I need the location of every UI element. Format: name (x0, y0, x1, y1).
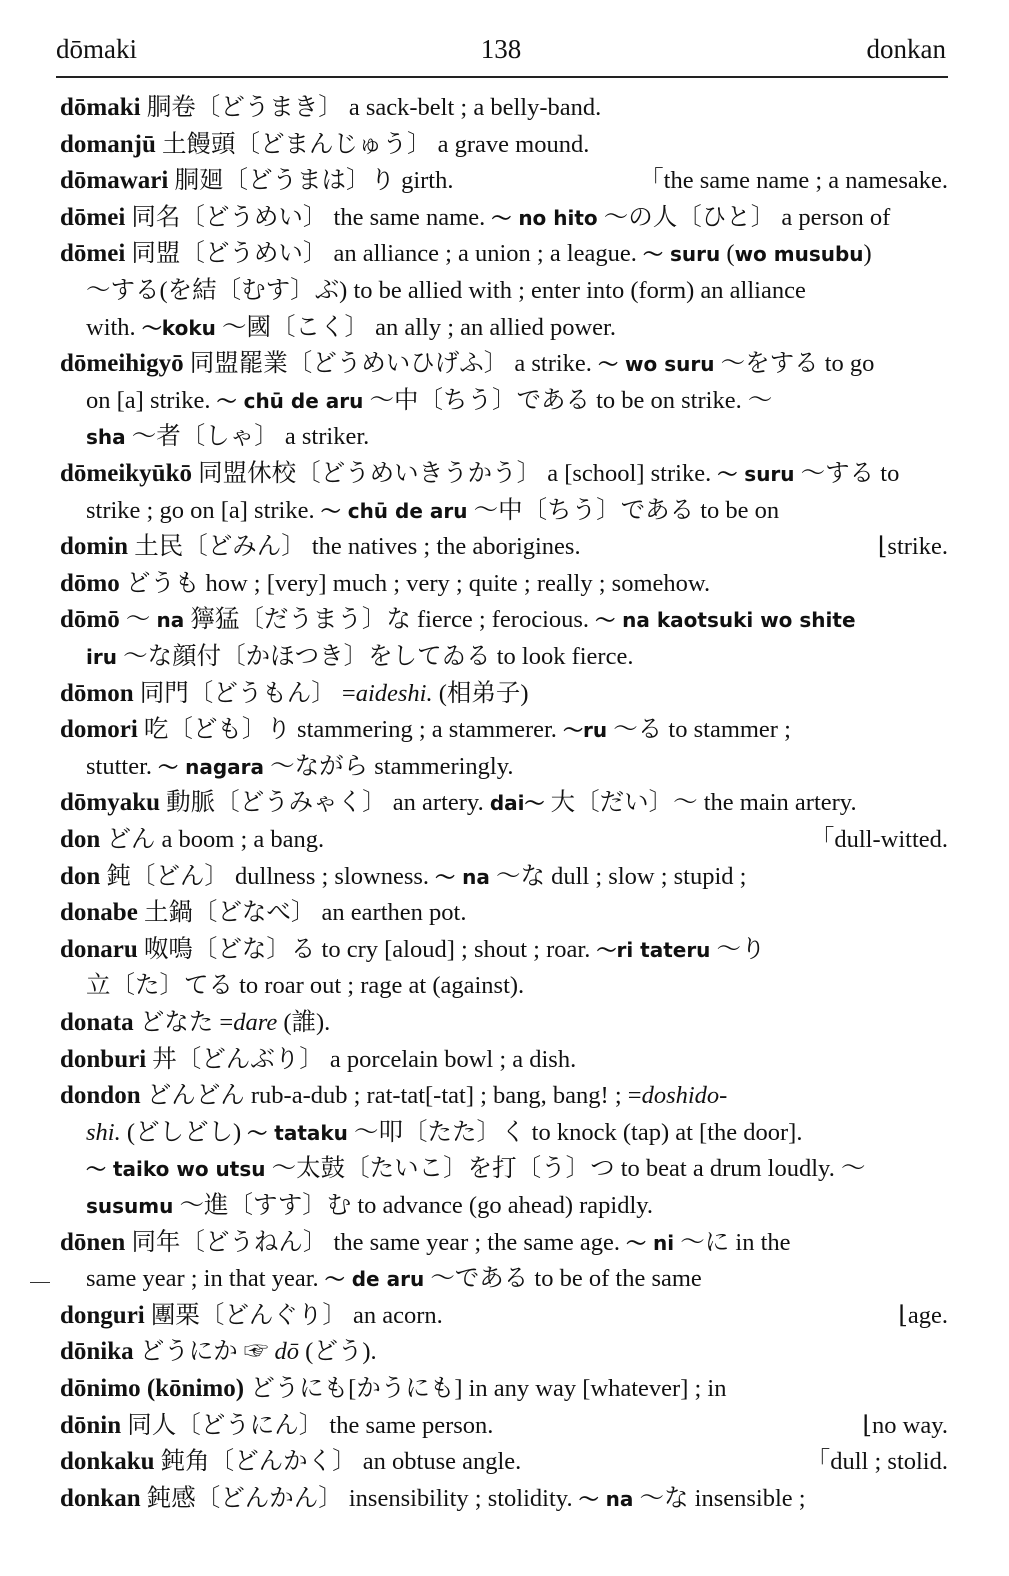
romaji-phrase: ～ suru (717, 462, 795, 486)
definition-text: 同門〔どうもん〕 = (133, 679, 356, 707)
headword: dōmeikyūkō (60, 460, 192, 487)
cross-reference: doshido- (641, 1082, 728, 1110)
headword: dōmō (60, 606, 120, 634)
entry-continuation-line (86, 273, 948, 309)
definition-text: (相弟子) (432, 679, 529, 707)
header-last-entry: donkan (866, 34, 946, 64)
overflow-tail: ⌊strike. (877, 533, 948, 561)
definition-text: (誰). (277, 1009, 331, 1036)
definition-text: 動脈〔どうみゃく〕 an artery. (160, 789, 490, 817)
entry-line (60, 1334, 948, 1370)
definition-text: どうにか ☞ (133, 1338, 275, 1366)
definition-text: 同盟〔どうめい〕 an alliance ; a union ; a league. (125, 240, 644, 268)
definition-text: ～國〔こく〕 an ally ; an allied power. (215, 313, 616, 341)
definition-text: 丼〔どんぶり〕 a porcelain bowl ; a dish. (146, 1045, 577, 1073)
romaji-phrase: dai～ (489, 791, 545, 816)
entry-line (60, 346, 948, 382)
romaji-phrase: ～ri tateru (596, 937, 711, 962)
romaji-phrase: ～ suru (643, 242, 721, 267)
header-rule (56, 76, 948, 78)
romaji-phrase: iru (86, 645, 117, 669)
headword: dōmei (60, 203, 126, 231)
definition-text: 鈍〔どん〕 dullness ; slowness. (100, 862, 436, 890)
headword: donguri (60, 1301, 145, 1329)
headword: dōmawari (60, 167, 169, 195)
definition-text: with. (86, 313, 142, 341)
romaji-phrase: ～ tataku (247, 1120, 348, 1145)
definition-text: 胴卷〔どうまき〕 a sack-belt ; a belly-band. (140, 94, 602, 121)
definition-text: ～中〔ちう〕である to be on strike. ～ (363, 386, 773, 414)
entry-line (60, 1481, 948, 1517)
headword: dōnin (60, 1411, 122, 1439)
entry-continuation-line (86, 639, 948, 675)
definition-text: ～ながら stammeringly. (264, 752, 514, 780)
definition-text: どん a boom ; a bang. (100, 826, 325, 853)
definition-text: ～ (119, 606, 157, 634)
definition-text: どうにも[かうにも] in any way [whatever] ; in (244, 1375, 727, 1402)
cross-reference: dō (274, 1338, 300, 1366)
definition-text: 鈍角〔どんかく〕 an obtuse angle. (154, 1448, 522, 1476)
header-first-entry: dōmaki (56, 34, 137, 64)
definition-text: どうも how ; [very] much ; very ; quite ; really ; somehow. (119, 569, 711, 597)
headword: donkan (60, 1484, 141, 1512)
entry-continuation-line (86, 1115, 948, 1151)
romaji-phrase: ～ chū de aru (320, 498, 468, 523)
definition-text: (どしどし) (120, 1118, 248, 1146)
entry-line (60, 236, 948, 272)
entry-line (60, 1444, 948, 1480)
entry-line (60, 1408, 948, 1444)
definition-text: 同人〔どうにん〕 the same person. (121, 1411, 494, 1439)
cross-reference: shi. (86, 1118, 121, 1146)
definition-text: 大〔だい〕～ the main artery. (544, 789, 857, 817)
entry-continuation-line (86, 383, 948, 419)
headword: dōmaki (60, 94, 141, 121)
definition-text: ～な insensible ; (633, 1484, 806, 1512)
entry-line (60, 822, 948, 858)
entry-continuation-line (86, 749, 948, 785)
page-number: 138 (480, 34, 522, 64)
definition-text: ( (720, 240, 735, 268)
headword: domin (60, 533, 129, 561)
entry-line (60, 456, 948, 492)
definition-text: ～の人〔ひと〕 a person of (597, 203, 891, 231)
headword: donburi (60, 1045, 147, 1073)
definition-text: 土鍋〔どなべ〕 an earthen pot. (137, 899, 467, 927)
romaji-phrase: ～ nagara (158, 754, 265, 779)
entry-line (60, 785, 948, 821)
definition-text: どなた = (133, 1009, 234, 1036)
entry-continuation-line (86, 1188, 948, 1224)
definition-text: 呶鳴〔どな〕る to cry [aloud] ; shout ; roar. (137, 935, 597, 963)
entry-continuation-line (86, 310, 948, 346)
definition-text: 土饅頭〔どまんじゅう〕 a grave mound. (155, 130, 590, 158)
definition-text: ～な dull ; slow ; stupid ; (489, 862, 747, 890)
entry-continuation-line (86, 419, 948, 455)
headword: domanjū (60, 130, 156, 158)
entry-line (60, 200, 948, 236)
definition-text: 同年〔どうねん〕 the same year ; the same age. (125, 1228, 627, 1256)
definition-text: stutter. (86, 752, 159, 780)
definition-text: same year ; in that year. (86, 1265, 325, 1293)
definition-text: 鈍感〔どんかん〕 insensibility ; stolidity. (140, 1484, 579, 1512)
romaji-phrase: ～koku (141, 315, 216, 340)
definition-text: ～叩〔たた〕く to knock (tap) at [the door]. (347, 1118, 803, 1146)
romaji-phrase: ～ chū de aru (216, 388, 364, 413)
romaji-phrase: ～ na (435, 864, 490, 889)
entry-line (60, 1371, 948, 1407)
definition-text: ～である to be of the same (424, 1265, 702, 1293)
page-header (56, 30, 946, 70)
headword: donkaku (60, 1448, 155, 1476)
entry-line (60, 566, 948, 602)
definition-text: 吃〔ども〕り stammering ; a stammerer. (137, 716, 564, 744)
headword: don (60, 862, 101, 890)
headword: dōmo (60, 569, 120, 597)
romaji-phrase: ～ no hito (491, 205, 598, 230)
entry-line (60, 1078, 948, 1114)
entry-line (60, 127, 948, 163)
headword: dōnika (60, 1338, 134, 1366)
entry-line (60, 602, 948, 638)
cross-reference: aideshi. (355, 679, 433, 707)
romaji-phrase: ～ na (578, 1486, 634, 1511)
entry-line (60, 1042, 948, 1078)
entry-line (60, 1225, 948, 1261)
entry-continuation-line (86, 1261, 948, 1297)
headword: dōmon (60, 679, 134, 707)
entry-line (60, 1005, 948, 1041)
overflow-tail: ⌊age. (898, 1301, 948, 1329)
definition-text: 獰猛〔だうまう〕な fierce ; ferocious. (184, 606, 596, 634)
overflow-tail: 「the same name ; a namesake. (639, 167, 948, 195)
definition-text: 同盟休校〔どうめいきうかう〕 a [school] strike. (191, 460, 718, 487)
definition-text: ～中〔ちう〕である to be on (467, 496, 780, 524)
headword: dōmyaku (60, 789, 161, 817)
definition-text: ～進〔すす〕む to advance (go ahead) rapidly. (173, 1192, 654, 1219)
romaji-phrase: ～ taiko wo utsu (86, 1157, 266, 1182)
headword: dondon (60, 1082, 141, 1110)
definition-text: 同名〔どうめい〕 the same name. (125, 203, 492, 231)
overflow-tail: ⌊no way. (862, 1411, 948, 1439)
definition-text: ～太鼓〔たいこ〕を打〔う〕つ to beat a drum loudly. ～ (265, 1155, 866, 1183)
definition-text: ～る to stammer ; (607, 716, 791, 744)
romaji-phrase: susumu (86, 1194, 174, 1218)
romaji-phrase: wo musubu (734, 242, 864, 267)
headword: dōnen (60, 1228, 126, 1256)
definition-text: ～する to (794, 460, 900, 487)
definition-text: 土民〔どみん〕 the natives ; the aborigines. (128, 533, 581, 561)
definition-text: strike ; go on [a] strike. (86, 496, 321, 524)
definition-text: ～者〔しゃ〕 a striker. (125, 423, 370, 451)
headword: dōmeihigyō (60, 350, 184, 378)
entry-line (60, 163, 948, 199)
romaji-phrase: sha (86, 425, 126, 450)
definition-text: ～する(を結〔むす〕ぶ) to be allied with ; enter into (form) an alliance (86, 277, 806, 304)
definition-text: on [a] strike. (86, 386, 217, 414)
entry-continuation-line (86, 493, 948, 529)
definition-text: 立〔た〕てる to roar out ; rage at (against). (86, 972, 525, 1000)
entry-line (60, 895, 948, 931)
definition-text: ～り (710, 935, 766, 963)
romaji-phrase: ～ de aru (324, 1267, 425, 1292)
headword: dōnimo (kōnimo) (60, 1375, 245, 1402)
definition-text: ～な顔付〔かほつき〕をしてゐる to look fierce. (116, 643, 634, 670)
definition-text: ) (863, 240, 872, 268)
entry-line (60, 529, 948, 565)
headword: dōmei (60, 240, 126, 268)
entry-line (60, 676, 948, 712)
entry-continuation-line (86, 1151, 948, 1187)
entry-line (60, 90, 948, 126)
definition-text: 胴廻〔どうまは〕り girth. (168, 167, 454, 195)
romaji-phrase: ～ na kaotsuki wo shite (595, 608, 856, 633)
headword: domori (60, 716, 138, 744)
romaji-phrase: ～ ni (626, 1230, 675, 1255)
headword: don (60, 826, 101, 853)
definition-text: 同盟罷業〔どうめいひげふ〕 a strike. (183, 350, 599, 378)
headword: donata (60, 1009, 134, 1036)
romaji-phrase: na (156, 608, 185, 633)
romaji-phrase: ～ru (563, 718, 608, 743)
definition-text: ～に in the (674, 1228, 791, 1256)
entry-line (60, 859, 948, 895)
entry-line (60, 712, 948, 748)
overflow-tail: 「dull ; stolid. (805, 1448, 948, 1476)
cross-reference: dare (233, 1009, 278, 1036)
entry-line (60, 1298, 948, 1334)
definition-text: 團栗〔どんぐり〕 an acorn. (144, 1301, 443, 1329)
definition-text: (どう). (299, 1338, 377, 1366)
definition-text: どんどん rub-a-dub ; rat-tat[-tat] ; bang, bang! ; = (140, 1082, 642, 1110)
entry-line (60, 932, 948, 968)
margin-mark (30, 1282, 50, 1283)
entry-continuation-line (86, 968, 948, 1004)
romaji-phrase: ～ wo suru (598, 352, 715, 377)
overflow-tail: 「dull-witted. (809, 826, 948, 853)
definition-text: ～をする to go (714, 350, 875, 378)
headword: donaru (60, 935, 138, 963)
headword: donabe (60, 899, 138, 927)
